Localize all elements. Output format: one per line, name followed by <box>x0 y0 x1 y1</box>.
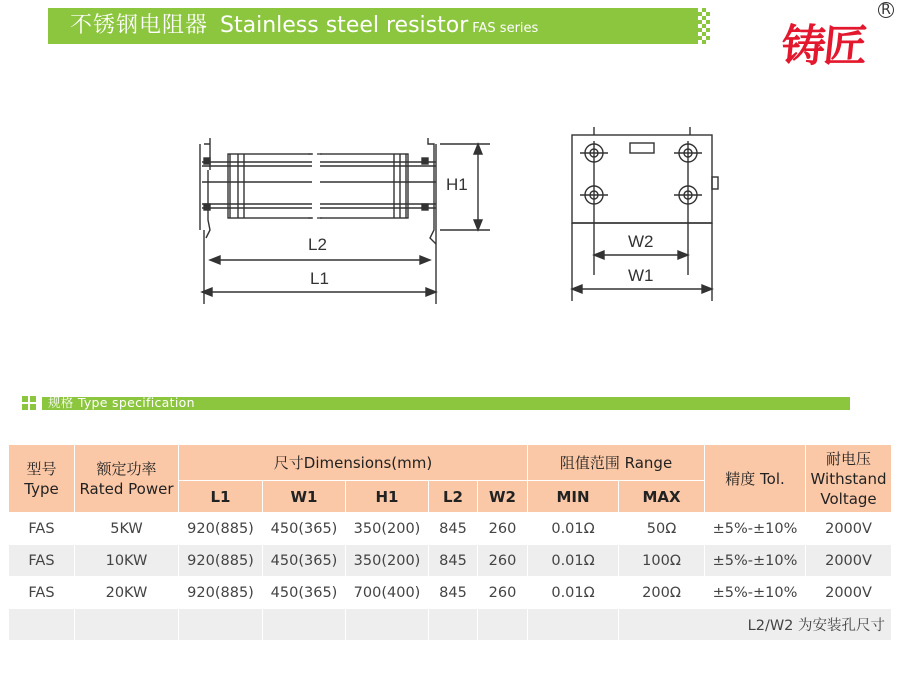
cell-h1: 700(400) <box>346 577 429 609</box>
col-header-type: 型号 Type <box>9 445 75 513</box>
cell-w2: 260 <box>478 545 528 577</box>
cell-max: 50Ω <box>619 513 705 545</box>
col-header-h1: H1 <box>346 481 429 513</box>
checker-decoration <box>690 8 710 44</box>
cell-l2: 845 <box>429 513 478 545</box>
col-header-w1: W1 <box>263 481 346 513</box>
cell-tol: ±5%-±10% <box>705 545 806 577</box>
cell-type: FAS <box>9 577 75 609</box>
side-view-svg <box>190 130 500 310</box>
end-view-svg <box>560 125 730 305</box>
col-header-min: MIN <box>528 481 619 513</box>
side-view-drawing <box>190 130 500 310</box>
table-note: L2/W2 为安装孔尺寸 <box>619 609 892 641</box>
table-row <box>9 577 892 609</box>
cell-w2: 260 <box>478 577 528 609</box>
col-header-power: 额定功率 Rated Power <box>75 445 179 513</box>
l2-label: L2 <box>308 235 327 254</box>
col-header-w2: W2 <box>478 481 528 513</box>
col-header-l2: L2 <box>429 481 478 513</box>
title-series: FAS series <box>472 21 539 36</box>
table-row <box>9 545 892 577</box>
cell-tol: ±5%-±10% <box>705 513 806 545</box>
w1-label: W1 <box>628 266 654 285</box>
cell-min: 0.01Ω <box>528 577 619 609</box>
brand-logo <box>778 2 892 72</box>
w2-label: W2 <box>628 232 654 251</box>
cell-w1: 450(365) <box>263 545 346 577</box>
cell-h1: 350(200) <box>346 513 429 545</box>
cell-max: 200Ω <box>619 577 705 609</box>
end-view-drawing <box>560 125 730 305</box>
cell-power: 5KW <box>75 513 179 545</box>
col-header-l1: L1 <box>179 481 263 513</box>
cell-max: 100Ω <box>619 545 705 577</box>
cell-tol: ±5%-±10% <box>705 577 806 609</box>
col-header-tolerance: 精度 Tol. <box>705 445 806 513</box>
l1-label: L1 <box>310 269 329 288</box>
cell-w1: 450(365) <box>263 513 346 545</box>
cell-h1: 350(200) <box>346 545 429 577</box>
cell-voltage: 2000V <box>806 513 892 545</box>
table-note-row <box>9 609 892 641</box>
col-header-dimensions: 尺寸Dimensions(mm) <box>179 445 528 481</box>
cell-type: FAS <box>9 513 75 545</box>
spec-section-label: 规格 Type specification <box>48 395 195 410</box>
cell-l1: 920(885) <box>179 577 263 609</box>
col-header-voltage: 耐电压 Withstand Voltage <box>806 445 892 513</box>
table-row <box>9 513 892 545</box>
registered-mark: R <box>878 2 894 18</box>
cell-l2: 845 <box>429 545 478 577</box>
cell-l1: 920(885) <box>179 545 263 577</box>
h1-label: H1 <box>446 175 468 194</box>
page-title <box>70 8 538 44</box>
spec-section-bar <box>22 395 850 411</box>
title-english: Stainless steel resistor <box>220 13 469 38</box>
col-header-range: 阻值范围 Range <box>528 445 705 481</box>
brand-name: 铸匠 <box>778 21 869 72</box>
spec-table <box>8 444 892 641</box>
cell-type: FAS <box>9 545 75 577</box>
cell-l2: 845 <box>429 577 478 609</box>
title-chinese: 不锈钢电阻器 <box>70 13 209 38</box>
cell-min: 0.01Ω <box>528 545 619 577</box>
col-header-max: MAX <box>619 481 705 513</box>
cell-min: 0.01Ω <box>528 513 619 545</box>
cell-power: 10KW <box>75 545 179 577</box>
cell-w2: 260 <box>478 513 528 545</box>
cell-w1: 450(365) <box>263 577 346 609</box>
grid-icon <box>22 396 36 410</box>
cell-power: 20KW <box>75 577 179 609</box>
cell-voltage: 2000V <box>806 577 892 609</box>
cell-voltage: 2000V <box>806 545 892 577</box>
cell-l1: 920(885) <box>179 513 263 545</box>
